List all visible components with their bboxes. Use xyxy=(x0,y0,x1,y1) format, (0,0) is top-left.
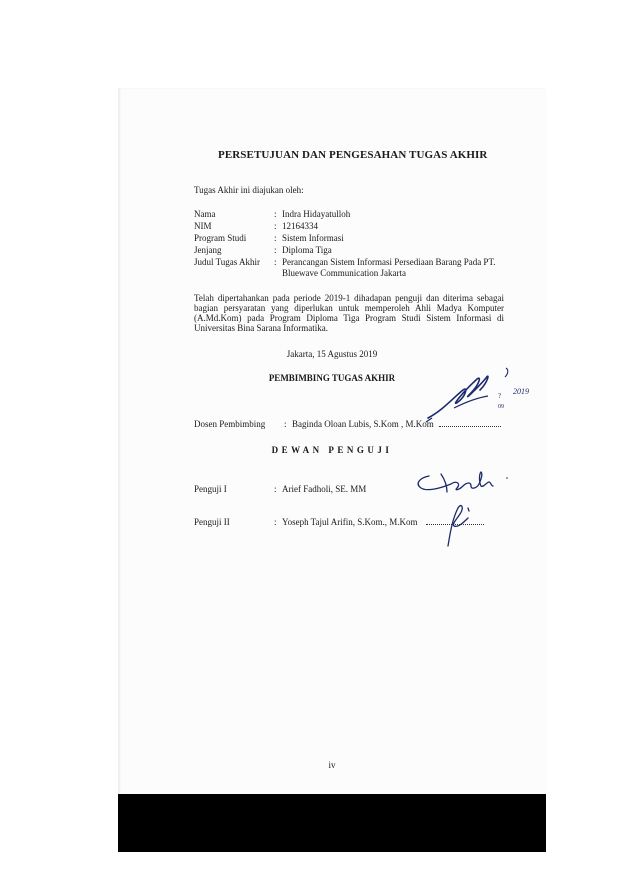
penguji-name: Arief Fadholi, SE. MM xyxy=(282,484,367,494)
field-value: 12164334 xyxy=(282,221,318,231)
field-nim xyxy=(194,221,318,231)
page-number: iv xyxy=(328,760,336,770)
field-nama xyxy=(194,209,350,219)
field-jenjang xyxy=(194,245,332,255)
field-judul xyxy=(194,257,496,267)
svg-text:?: ? xyxy=(498,392,502,400)
field-label: Nama xyxy=(194,209,216,219)
pembimbing-label: Dosen Pembimbing xyxy=(194,419,266,429)
field-sep: : xyxy=(274,257,277,267)
signature-date-note: 2019 xyxy=(513,387,529,396)
field-label: Judul Tugas Akhir xyxy=(194,257,261,267)
paragraph-line: bagian persyaratan yang diperlukan untuk memperoleh Ahli Madya Komputer xyxy=(194,303,504,313)
svg-text:09: 09 xyxy=(498,404,504,410)
penguji-1-row xyxy=(194,484,366,494)
penguji-name: Yoseph Tajul Arifin, S.Kom., M.Kom xyxy=(282,517,418,527)
approval-paragraph xyxy=(194,293,504,333)
field-sep: : xyxy=(274,245,277,255)
field-sep: : xyxy=(274,209,277,219)
paragraph-line: (A.Md.Kom) pada Program Diploma Tiga Program Studi Sistem Informasi di xyxy=(194,313,504,323)
field-value: Sistem Informasi xyxy=(282,233,344,243)
field-sep: : xyxy=(274,233,277,243)
pembimbing-heading: PEMBIMBING TUGAS AKHIR xyxy=(268,373,396,383)
pembimbing-name: Baginda Oloan Lubis, S.Kom , M.Kom xyxy=(292,419,434,429)
paragraph-line: Universitas Bina Sarana Informatika. xyxy=(194,323,328,333)
scan-bottom-border xyxy=(118,794,546,852)
document-page xyxy=(118,88,546,796)
field-value: Perancangan Sistem Informasi Persediaan Barang Pada PT. xyxy=(282,257,496,267)
place-date: Jakarta, 15 Agustus 2019 xyxy=(286,349,378,359)
field-sep: : xyxy=(274,221,277,231)
field-program-studi xyxy=(194,233,344,243)
pembimbing-sep: : xyxy=(284,419,287,429)
penguji-2-signature xyxy=(438,500,478,550)
field-label: Jenjang xyxy=(194,245,222,255)
penguji-1-signature xyxy=(411,466,511,498)
penguji-sep: : xyxy=(274,517,277,527)
document-title: PERSETUJUAN DAN PENGESAHAN TUGAS AKHIR xyxy=(218,149,488,161)
dewan-heading: DEWAN PENGUJI xyxy=(271,445,393,455)
field-value: Diploma Tiga xyxy=(282,245,332,255)
field-value: Indra Hidayatulloh xyxy=(282,209,351,219)
pembimbing-row xyxy=(194,418,501,429)
penguji-label: Penguji II xyxy=(194,517,230,527)
intro-text: Tugas Akhir ini diajukan oleh: xyxy=(194,185,304,195)
penguji-label: Penguji I xyxy=(194,484,227,494)
signature-line xyxy=(439,418,501,427)
field-label: NIM xyxy=(194,221,212,231)
paragraph-line: Telah dipertahankan pada periode 2019-1 dihadapan penguji dan diterima sebagai xyxy=(194,293,504,303)
field-judul-line2: Bluewave Communication Jakarta xyxy=(282,268,406,278)
field-label: Program Studi xyxy=(194,233,247,243)
penguji-sep: : xyxy=(274,484,277,494)
